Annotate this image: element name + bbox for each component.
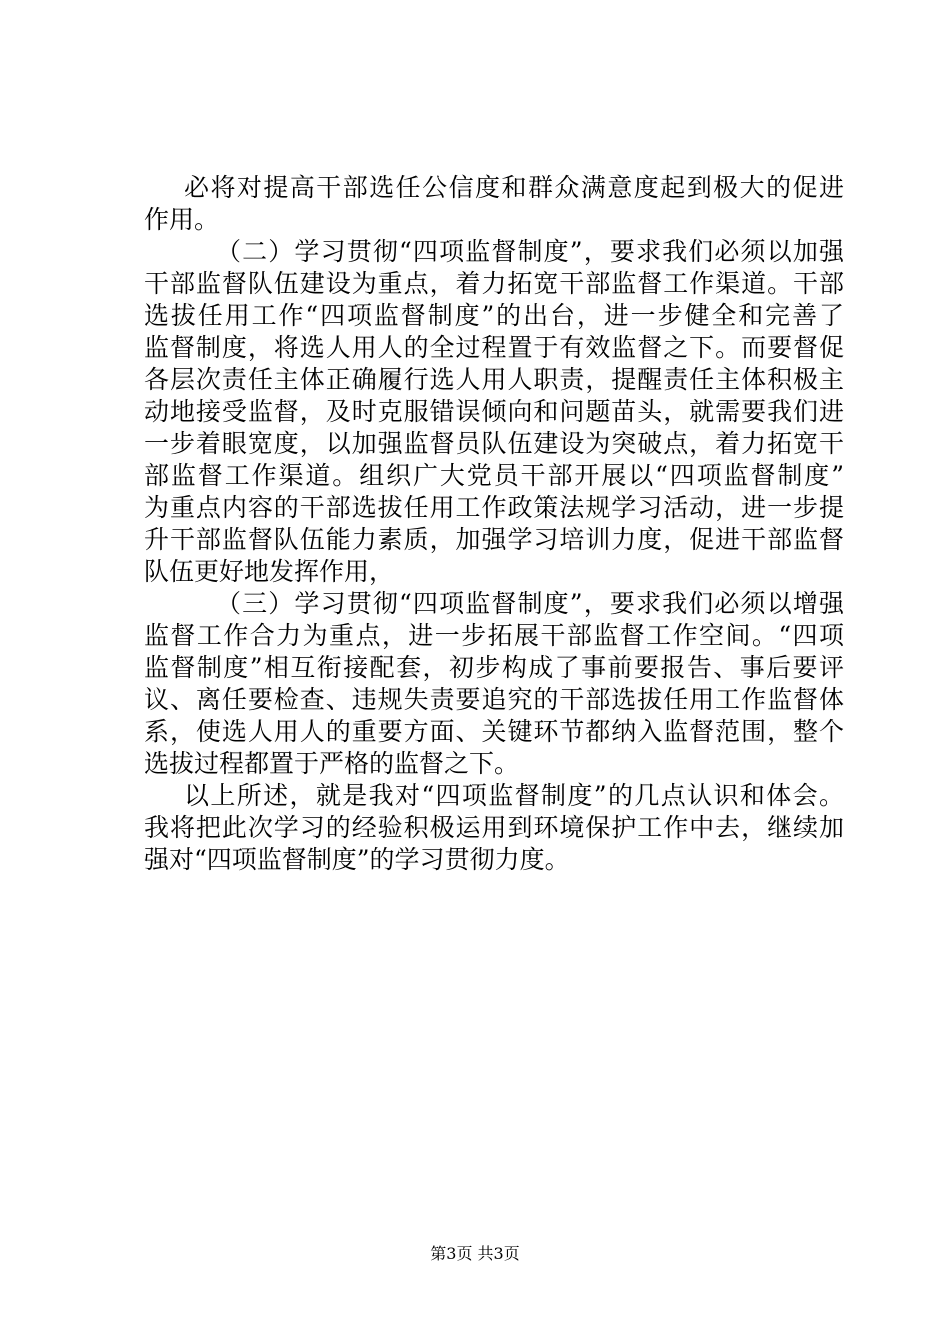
text-line: （三）学习贯彻“四项监督制度”，要求我们必须以增强 xyxy=(216,589,844,618)
text-line: 必将对提高干部选任公信度和群众满意度起到极大的促进 xyxy=(184,173,844,202)
text-line: 选拔过程都置于严格的监督之下。 xyxy=(144,749,520,778)
text-line: 我将把此次学习的经验积极运用到环境保护工作中去，继续加 xyxy=(144,813,844,842)
text-line: 部监督工作渠道。组织广大党员干部开展以“四项监督制度” xyxy=(144,461,844,490)
paragraph-2 xyxy=(144,236,844,588)
text-line: 动地接受监督，及时克服错误倾向和问题苗头，就需要我们进 xyxy=(144,397,844,426)
text-line: 监督工作合力为重点，进一步拓展干部监督工作空间。“四项 xyxy=(144,621,844,650)
text-line: 系，使选人用人的重要方面、关键环节都纳入监督范围，整个 xyxy=(144,717,844,746)
text-line: 干部监督队伍建设为重点，着力拓宽干部监督工作渠道。干部 xyxy=(144,269,844,298)
text-line: 监督制度”相互衔接配套，初步构成了事前要报告、事后要评 xyxy=(144,653,844,682)
text-line: 一步着眼宽度，以加强监督员队伍建设为突破点，着力拓宽干 xyxy=(144,429,844,458)
text-line: 队伍更好地发挥作用， xyxy=(144,557,395,586)
text-line: 以上所述，就是我对“四项监督制度”的几点认识和体会。 xyxy=(184,781,844,810)
text-line: 强对“四项监督制度”的学习贯彻力度。 xyxy=(144,845,570,874)
paragraph-4 xyxy=(144,780,844,876)
text-line: 升干部监督队伍能力素质，加强学习培训力度，促进干部监督 xyxy=(144,525,844,554)
text-line: 各层次责任主体正确履行选人用人职责，提醒责任主体积极主 xyxy=(144,365,844,394)
page-number-label: 第3页 共3页 xyxy=(430,1244,520,1263)
page-footer xyxy=(0,1243,950,1265)
paragraph-1 xyxy=(144,172,844,236)
text-line: 为重点内容的干部选拔任用工作政策法规学习活动，进一步提 xyxy=(144,493,844,522)
text-line: 作用。 xyxy=(144,205,220,234)
paragraph-3 xyxy=(144,588,844,780)
text-line: 监督制度，将选人用人的全过程置于有效监督之下。而要督促 xyxy=(144,333,844,362)
text-line: （二）学习贯彻“四项监督制度”，要求我们必须以加强 xyxy=(216,237,844,266)
text-line: 选拔任用工作“四项监督制度”的出台，进一步健全和完善了 xyxy=(144,301,844,330)
text-line: 议、离任要检查、违规失责要追究的干部选拔任用工作监督体 xyxy=(144,685,844,714)
body-text xyxy=(144,172,844,876)
